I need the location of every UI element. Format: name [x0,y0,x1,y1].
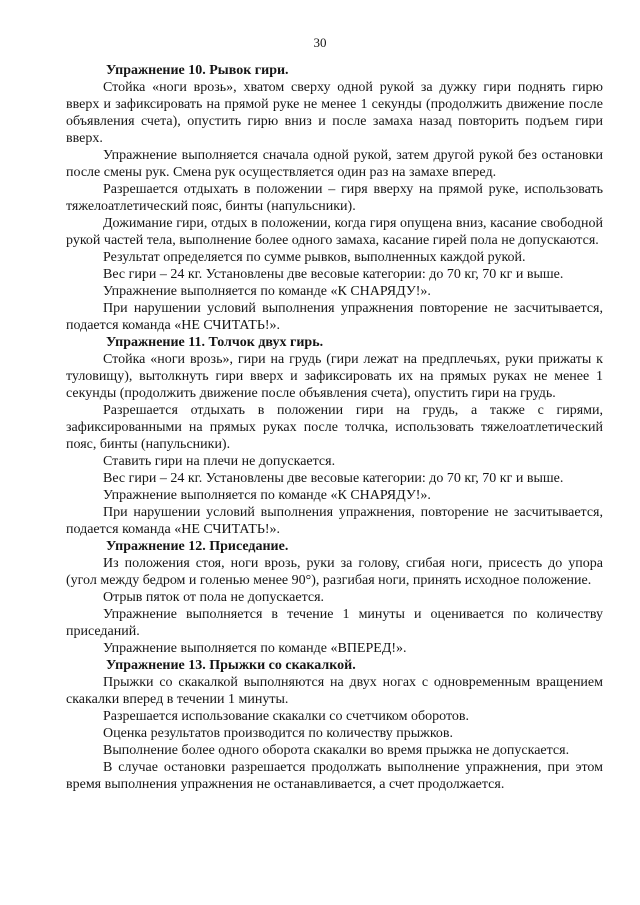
paragraph: Прыжки со скакалкой выполняются на двух ногах с одновременным вращением скакалки вперед в течении 1 минуты. [66,675,603,707]
page-number: 30 [313,35,327,50]
paragraph: Ставить гири на плечи не допускается. [103,454,336,469]
paragraph: Упражнение выполняется по команде «К СНАРЯДУ!». [103,284,431,299]
section-heading: Упражнение 12. Приседание. [106,539,289,554]
paragraph: Выполнение более одного оборота скакалки во время прыжка не допускается. [103,743,570,758]
paragraph: При нарушении условий выполнения упражнения повторение не засчитывается, подается команда «НЕ СЧИТАТЬ!». [66,301,603,333]
paragraph: Вес гири – 24 кг. Установлены две весовые категории: до 70 кг, 70 кг и выше. [103,471,564,486]
paragraph: Дожимание гири, отдых в положении, когда гиря опущена вниз, касание свободной рукой частей тела, выполнение более одного замаха, касание гирей пола не допускаются. [66,216,603,248]
paragraph: Упражнение выполняется в течение 1 минуты и оценивается по количеству приседаний. [66,607,603,639]
paragraph: Разрешается отдыхать в положении гири на грудь, а также с гирями, зафиксированными на прямых руках после толчка, использовать тяжелоатлетический пояс, бинты (напульсники). [66,403,603,452]
paragraph: Вес гири – 24 кг. Установлены две весовые категории: до 70 кг, 70 кг и выше. [103,267,564,282]
paragraph: Разрешается отдыхать в положении – гиря вверху на прямой руке, использовать тяжелоатлетический пояс, бинты (напульсники). [66,182,603,214]
document-body [66,62,603,793]
paragraph: Разрешается использование скакалки со счетчиком оборотов. [103,709,470,724]
paragraph: Результат определяется по сумме рывков, выполненных каждой рукой. [103,250,526,265]
section-heading: Упражнение 10. Рывок гири. [106,63,289,78]
section-heading: Упражнение 11. Толчок двух гирь. [106,335,324,350]
paragraph: При нарушении условий выполнения упражнения, повторение не засчитывается, подается команда «НЕ СЧИТАТЬ!». [66,505,603,537]
paragraph: Стойка «ноги врозь», гири на грудь (гири лежат на предплечьях, руки прижаты к туловищу), вытолкнуть гири вверх и зафиксировать их на прямых руках не менее 1 секунды (продолжить движение после объявления счета), опустить гири на грудь. [66,352,603,401]
paragraph: Стойка «ноги врозь», хватом сверху одной рукой за дужку гири поднять гирю вверх и зафиксировать на прямой руке не менее 1 секунды (продолжить движение после объявления счета), опустить гирю вниз и после замаха назад повторить подъем гири вверх. [66,80,603,146]
paragraph: Упражнение выполняется по команде «ВПЕРЕД!». [103,641,407,656]
paragraph: В случае остановки разрешается продолжать выполнение упражнения, при этом время выполнения упражнения не останавливается, а счет продолжается. [66,760,603,792]
section-heading: Упражнение 13. Прыжки со скакалкой. [106,658,356,673]
paragraph: Оценка результатов производится по количеству прыжков. [103,726,454,741]
paragraph: Отрыв пяток от пола не допускается. [103,590,325,605]
paragraph: Из положения стоя, ноги врозь, руки за голову, сгибая ноги, присесть до упора (угол между бедром и голенью менее 90°), разгибая ноги, принять исходное положение. [66,556,603,588]
paragraph: Упражнение выполняется сначала одной рукой, затем другой рукой без остановки после смены рук. Смена рук осуществляется один раз на замахе вперед. [66,148,603,180]
paragraph: Упражнение выполняется по команде «К СНАРЯДУ!». [103,488,431,503]
